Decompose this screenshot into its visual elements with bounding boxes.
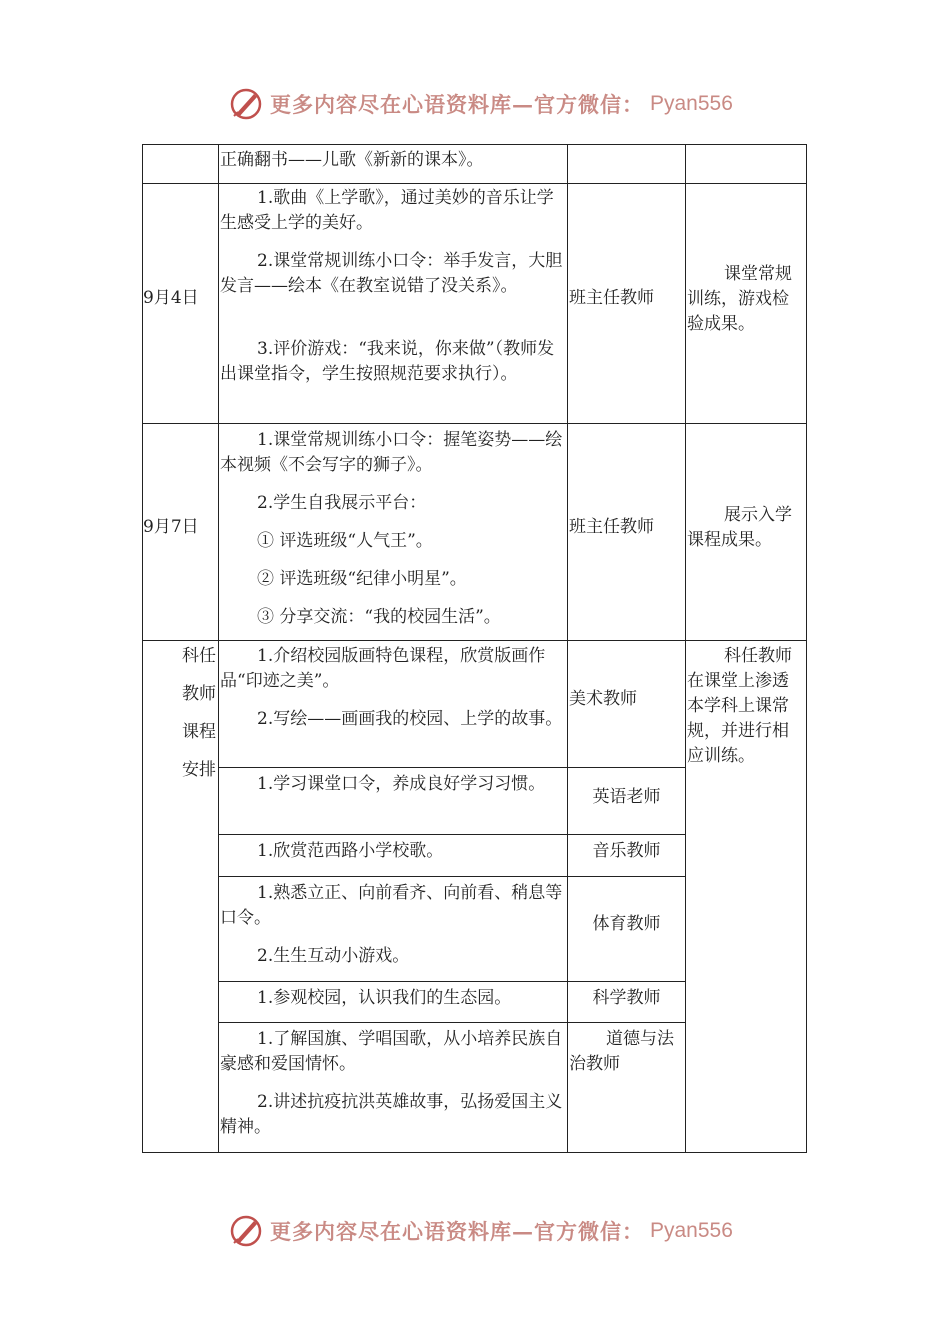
- watermark-top: [228, 84, 748, 124]
- list-item: 1.介绍校园版画特色课程，欣赏版画作品“印迹之美”。: [220, 646, 546, 691]
- pen-logo-icon: [228, 1213, 264, 1249]
- list-item: 1.课堂常规训练小口令：握笔姿势——绘本视频《不会写字的狮子》。: [220, 430, 563, 475]
- content-text: 正确翻书——儿歌《新新的课本》。: [220, 150, 484, 170]
- sub-english-content: 1.学习课堂口令，养成良好学习习惯。: [257, 774, 546, 794]
- col-divider: [567, 144, 568, 1153]
- sub-row-divider: [219, 981, 686, 982]
- sub-music-teacher: 音乐教师: [592, 841, 661, 861]
- sub-science-teacher: 科学教师: [592, 988, 661, 1008]
- list-item: 2.课堂常规训练小口令：举手发言，大胆发言——绘本《在教室说错了没关系》。: [220, 251, 563, 296]
- table-border-top: [142, 144, 807, 145]
- sub-row-divider: [219, 876, 686, 877]
- row2-goal: 展示入学课程成果。: [687, 505, 792, 550]
- list-item: 2.讲述抗疫抗洪英雄故事，弘扬爱国主义精神。: [220, 1092, 563, 1137]
- row1-goal: 课堂常规训练，游戏检验成果。: [687, 264, 792, 334]
- watermark-text: 更多内容尽在心语资料库—官方微信：: [270, 1219, 644, 1244]
- label-line: 安排: [182, 760, 216, 780]
- row2-date: 9月7日: [143, 517, 199, 537]
- list-item: 1.熟悉立正、向前看齐、向前看、稍息等口令。: [220, 883, 563, 928]
- row3-goal: 科任教师在课堂上渗透本学科上课常规，并进行相应训练。: [687, 646, 792, 766]
- watermark-wechat-id: Pyan556: [650, 92, 733, 115]
- table-border-bottom: [142, 1152, 807, 1153]
- sub-pe-teacher: 体育教师: [592, 914, 661, 934]
- sub-music-content: 1.欣赏范西路小学校歌。: [257, 841, 444, 861]
- label-line: 科任: [182, 646, 216, 666]
- row1-date: 9月4日: [143, 288, 199, 308]
- row1-teacher: 班主任教师: [569, 288, 654, 308]
- row2-teacher: 班主任教师: [569, 517, 654, 537]
- label-line: 教师: [182, 684, 216, 704]
- row-divider: [142, 640, 807, 641]
- sub-morality-teacher: 道德与法治教师: [569, 1029, 674, 1074]
- col-divider: [218, 144, 219, 1153]
- pen-logo-icon: [228, 86, 264, 122]
- list-item: 2.写绘——画画我的校园、上学的故事。: [257, 709, 563, 729]
- sub-row-divider: [219, 834, 686, 835]
- list-item: ② 评选班级“纪律小明星”。: [257, 569, 467, 589]
- row-divider: [142, 423, 807, 424]
- sub-science-content: 1.参观校园，认识我们的生态园。: [257, 988, 512, 1008]
- sub-row-divider: [219, 1022, 686, 1023]
- list-item: ① 评选班级“人气王”。: [257, 531, 433, 551]
- list-item: 2.生生互动小游戏。: [257, 946, 410, 966]
- label-line: 课程: [182, 722, 216, 742]
- watermark-wechat-id: Pyan556: [650, 1219, 733, 1242]
- table-border-right: [806, 144, 807, 1153]
- sub-english-teacher: 英语老师: [592, 787, 661, 807]
- col-divider: [685, 144, 686, 1153]
- row0-content: [220, 148, 566, 173]
- list-item: 1.歌曲《上学歌》，通过美妙的音乐让学生感受上学的美好。: [220, 188, 554, 233]
- sub-art-teacher: 美术教师: [569, 689, 637, 709]
- list-item: ③ 分享交流：“我的校园生活”。: [257, 607, 501, 627]
- list-item: 2.学生自我展示平台：: [257, 493, 427, 513]
- row-divider: [142, 183, 807, 184]
- sub-row-divider: [219, 767, 686, 768]
- list-item: 1.了解国旗、学唱国歌，从小培养民族自豪感和爱国情怀。: [220, 1029, 563, 1074]
- watermark-text: 更多内容尽在心语资料库—官方微信：: [270, 92, 644, 117]
- watermark-bottom: [228, 1211, 748, 1251]
- list-item: 3.评价游戏：“我来说，你来做”（教师发出课堂指令，学生按照规范要求执行）。: [220, 339, 555, 384]
